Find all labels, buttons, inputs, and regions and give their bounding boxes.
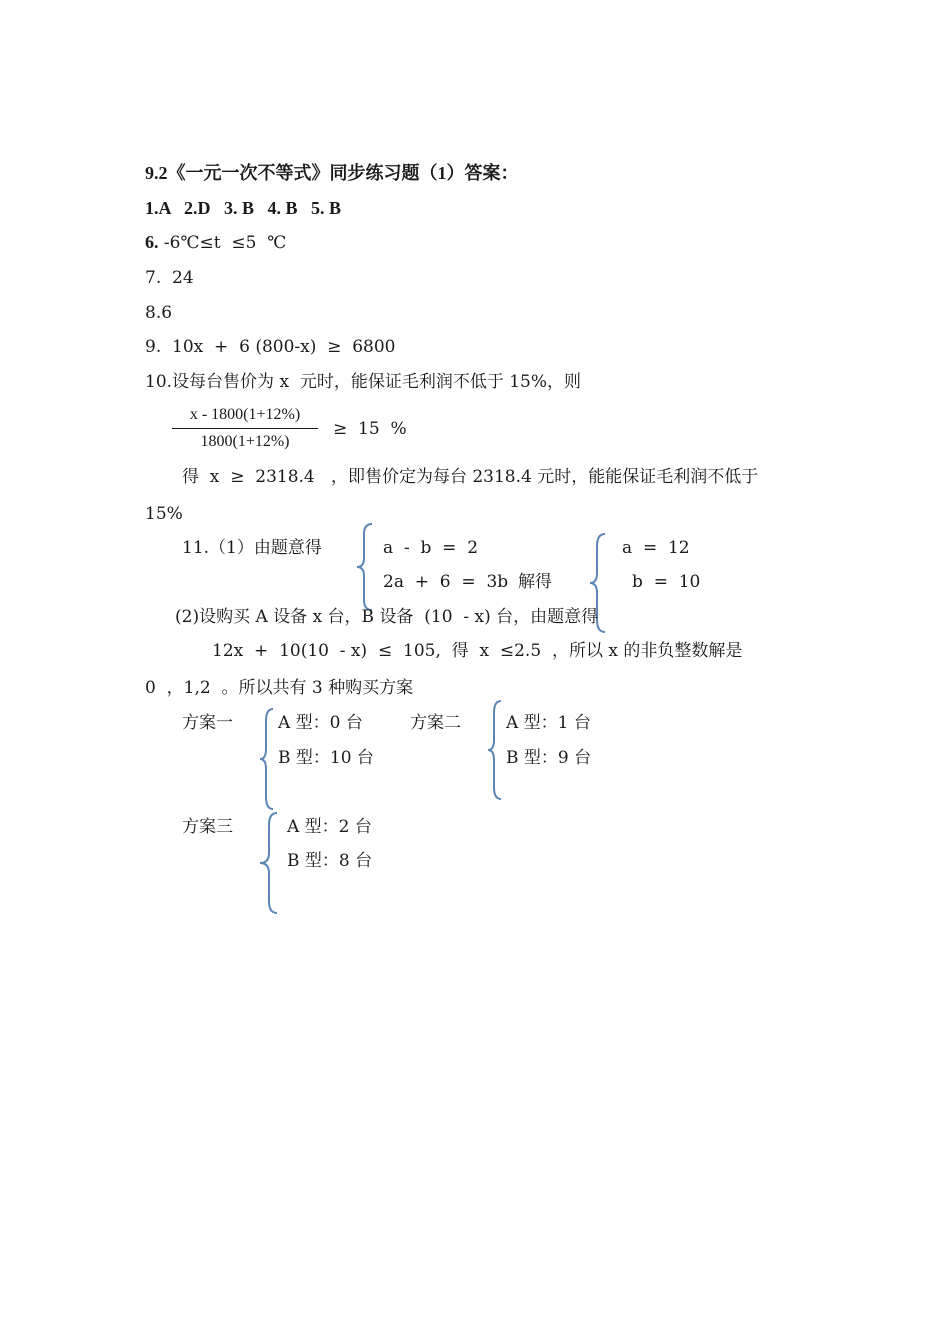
answer-11-part2-line3: 0 ，1,2 。所以共有 3 种购买方案 (145, 678, 414, 698)
plan-2-type-a: A 型：1 台 (506, 713, 591, 733)
page-title: 9.2《一元一次不等式》同步练习题（1）答案： (145, 163, 519, 183)
answer-6-number: 6. (145, 232, 159, 252)
answer-11-part1-label: 11.（1）由题意得 (182, 538, 322, 558)
answer-10-result-line2: 15% (145, 504, 183, 524)
answer-7: 7. 24 (145, 268, 194, 288)
plan-3-type-a: A 型：2 台 (287, 817, 372, 837)
answer-10-inequality-rhs: ≥ 15 % (333, 419, 407, 439)
equation-2: 2a + 6 = 3b (383, 572, 509, 592)
answer-6 (145, 232, 286, 253)
plan-3-label: 方案三 (182, 817, 233, 837)
answer-11-part2-line2: 12x + 10(10 - x) ≤ 105, 得 x ≤2.5 ，所以 x 的非负整数解是 (212, 641, 743, 661)
answer-10-intro: 10.设每台售价为 x 元时，能保证毛利润不低于 15%，则 (145, 372, 582, 392)
answer-10-result-line1: 得 x ≥ 2318.4 ，即售价定为每台 2318.4 元时，能能保证毛利润不低于 (182, 467, 759, 487)
equation-system-brace (355, 522, 375, 612)
plan-1-type-b: B 型：10 台 (278, 748, 374, 768)
plan-2-brace (486, 699, 504, 801)
plan-1-label: 方案一 (182, 713, 233, 733)
plan-2-type-b: B 型：9 台 (506, 748, 592, 768)
answer-10-fraction (170, 406, 320, 456)
plan-3-type-b: B 型：8 台 (287, 851, 373, 871)
answer-9: 9. 10x + 6 (800-x) ≥ 6800 (145, 337, 396, 357)
answer-6-text: -6℃≤t ≤5 ℃ (158, 233, 287, 253)
plan-1-type-a: A 型：0 台 (278, 713, 363, 733)
plan-1-brace (258, 707, 276, 811)
fraction-numerator: x - 1800(1+12%) (189, 406, 301, 423)
solve-label: 解得 (518, 572, 552, 592)
fraction-bar (172, 428, 318, 429)
solution-a: a = 12 (622, 538, 690, 558)
solution-b: b = 10 (632, 572, 701, 592)
equation-1: a - b = 2 (383, 538, 479, 558)
answer-8: 8.6 (145, 303, 173, 323)
answers-1-5: 1.A 2.D 3. B 4. B 5. B (145, 198, 342, 218)
fraction-denominator: 1800(1+12%) (200, 433, 290, 450)
answer-11-part2-line1: (2)设购买 A 设备 x 台，B 设备 (10 - x) 台，由题意得 (175, 607, 599, 627)
plan-3-brace (258, 811, 280, 915)
plan-2-label: 方案二 (410, 713, 461, 733)
